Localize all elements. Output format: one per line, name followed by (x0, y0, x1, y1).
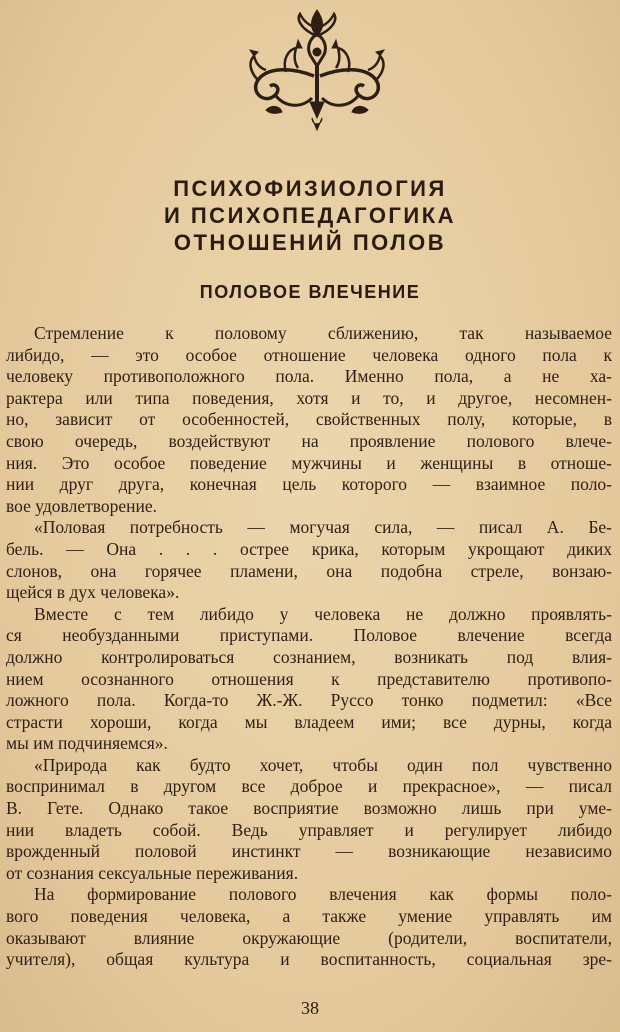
chapter-title-line-2: И ПСИХОПЕДАГОГИКА (163, 203, 457, 228)
chapter-title (0, 175, 620, 256)
floral-ornament-icon (246, 6, 388, 134)
text-line: ния. Это особое поведение мужчины и женщины в отноше- (6, 452, 612, 473)
body-text (6, 323, 612, 971)
text-line: слонов, она горячее пламени, она подобна стреле, вонзаю- (6, 560, 612, 581)
text-line: нием осознанного отношения к представителю противопо- (6, 668, 612, 689)
text-line: «Половая потребность — могучая сила, — писал А. Бе- (34, 517, 612, 538)
text-line: ся необузданными приступами. Половое влечение всегда (6, 625, 612, 646)
text-line: от сознания сексуальные переживания. (6, 862, 299, 883)
section-title: ПОЛОВОЕ ВЛЕЧЕНИЕ (199, 282, 421, 302)
page-number: 38 (301, 998, 319, 1018)
text-line: На формирование полового влечения как формы поло- (34, 884, 612, 905)
text-line: оказывают влияние окружающие (родители, воспитатели, (6, 927, 612, 948)
text-line: щейся в дух человека». (6, 582, 180, 603)
text-line: В. Гете. Однако такое восприятие возможно лишь при уме- (6, 798, 612, 819)
text-line: вого поведения человека, а также умение управлять им (6, 906, 612, 927)
text-line: мы им подчиняемся». (6, 733, 168, 754)
text-line: страсти хороши, когда мы владеем ими; все дурны, когда (6, 711, 612, 732)
text-line: воспринимал в другом все доброе и прекрасное», — писал (6, 776, 612, 797)
text-line: нии владеть собой. Ведь управляет и регулирует либидо (6, 819, 612, 840)
text-line: свою очередь, воздействуют на проявление полового влече- (6, 430, 612, 451)
text-line: учителя), общая культура и воспитанность, социальная зре- (6, 949, 612, 970)
text-line: вое удовлетворение. (6, 495, 158, 516)
text-line: врожденный половой инстинкт — возникающие независимо (6, 841, 612, 862)
text-line: должно контролироваться сознанием, возникать под влия- (6, 646, 612, 667)
chapter-title-line-1: ПСИХОФИЗИОЛОГИЯ (173, 176, 447, 201)
text-line: Вместе с тем либидо у человека не должно проявлять- (34, 603, 612, 624)
text-line: ложного пола. Когда-то Ж.-Ж. Руссо тонко подметил: «Все (6, 690, 612, 711)
text-line: бель. — Она . . . острее крика, которым укрощают диких (6, 538, 612, 559)
text-line: либидо, — это особое отношение человека одного пола к (6, 344, 612, 365)
text-line: Стремление к половому сближению, так называемое (34, 323, 612, 343)
text-line: человеку противоположного пола. Именно пола, а не ха- (6, 366, 612, 387)
chapter-title-line-3: ОТНОШЕНИЙ ПОЛОВ (173, 230, 447, 255)
text-line: но, зависит от особенностей, свойственных полу, которые, в (6, 409, 612, 430)
text-line: рактера или типа поведения, хотя и то, и другое, несомнен- (6, 387, 612, 408)
text-line: «Природа как будто хочет, чтобы один пол чувственно (34, 754, 612, 775)
text-line: нии друг друга, конечная цель которого — взаимное поло- (6, 474, 612, 495)
